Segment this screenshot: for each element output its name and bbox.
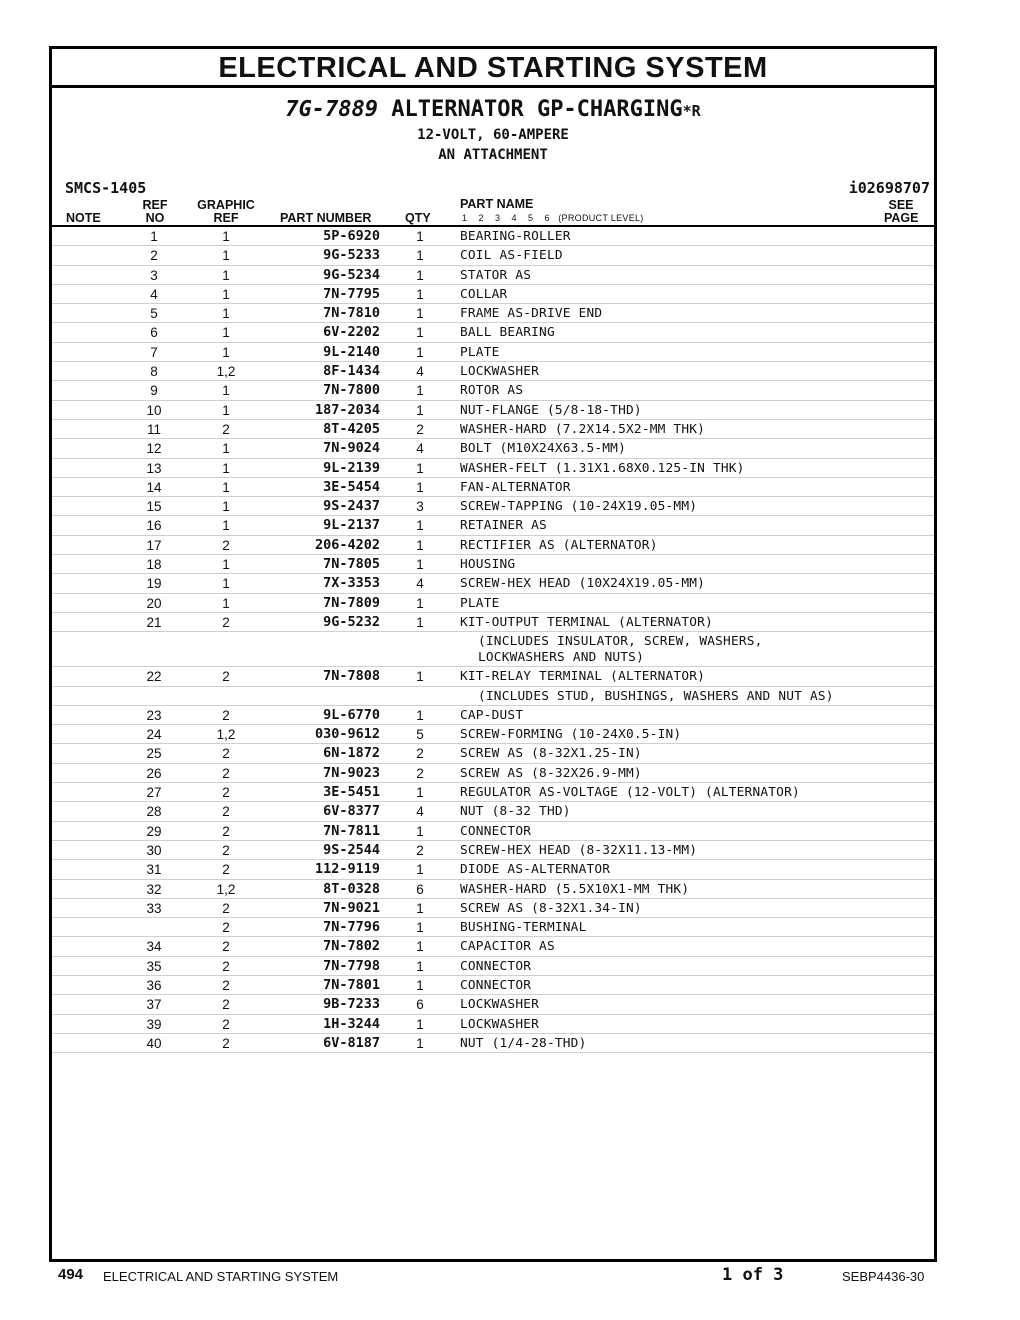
cell-part-number: 7N-7811 — [323, 822, 380, 839]
cell-ref-no: 29 — [146, 823, 162, 839]
cell-qty: 1 — [416, 900, 424, 916]
header-see-bottom: PAGE — [884, 211, 919, 225]
cell-graphic-ref: 1 — [222, 267, 230, 283]
cell-graphic-ref: 2 — [222, 537, 230, 553]
page-footer — [0, 1266, 1020, 1286]
cell-graphic-ref: 1 — [222, 325, 230, 341]
parts-table-body — [52, 227, 934, 1053]
table-row — [52, 613, 934, 632]
cell-part-number: 6V-8187 — [323, 1034, 380, 1051]
cell-part-name: SCREW AS (8-32X1.25-IN) — [460, 746, 642, 762]
cell-qty: 1 — [416, 306, 424, 322]
cell-ref-no: 26 — [146, 765, 162, 781]
cell-qty: 1 — [416, 920, 424, 936]
cell-part-name: BALL BEARING — [460, 325, 555, 341]
cell-part-number: 7N-7795 — [323, 285, 380, 302]
cell-graphic-ref: 2 — [222, 920, 230, 936]
cell-ref-no: 20 — [146, 595, 162, 611]
cell-part-number: 9B-7233 — [323, 996, 380, 1013]
header-graphic-top: GRAPHIC — [197, 198, 255, 212]
smcs-code: SMCS-1405 — [65, 179, 147, 197]
cell-part-number: 9L-6770 — [323, 706, 380, 723]
header-note: NOTE — [66, 211, 101, 225]
table-row — [52, 304, 934, 323]
cell-part-name: CAPACITOR AS — [460, 939, 555, 955]
cell-part-name: RECTIFIER AS (ALTERNATOR) — [460, 537, 658, 553]
cell-qty: 1 — [416, 383, 424, 399]
cell-graphic-ref: 1 — [222, 595, 230, 611]
cell-part-number: 7N-7810 — [323, 305, 380, 322]
cell-qty: 1 — [416, 267, 424, 283]
cell-ref-no: 1 — [150, 229, 158, 244]
cell-qty: 1 — [416, 248, 424, 264]
cell-part-name: KIT-OUTPUT TERMINAL (ALTERNATOR) — [460, 614, 713, 630]
cell-part-number: 187-2034 — [314, 401, 380, 418]
cell-ref-no: 27 — [146, 785, 162, 801]
part-subtitle-line: AN ATTACHMENT — [438, 147, 548, 163]
cell-ref-no: 35 — [146, 958, 162, 974]
cell-qty: 4 — [416, 441, 424, 457]
cell-ref-no: 3 — [150, 267, 158, 283]
cell-qty: 1 — [416, 479, 424, 495]
table-row — [52, 555, 934, 574]
cell-part-name: (INCLUDES STUD, BUSHINGS, WASHERS AND NUT AS) — [478, 688, 834, 704]
cell-part-number: 7X-3353 — [323, 575, 380, 592]
cell-qty: 1 — [416, 344, 424, 360]
cell-qty: 5 — [416, 727, 424, 743]
cell-part-number: 7N-7801 — [323, 976, 380, 993]
cell-ref-no: 28 — [146, 804, 162, 820]
part-title — [52, 96, 934, 125]
cell-part-name: LOCKWASHER — [460, 364, 540, 380]
part-group-title: ALTERNATOR GP-CHARGING — [391, 97, 683, 122]
cell-ref-no: 31 — [146, 862, 162, 878]
table-row — [52, 937, 934, 956]
table-row — [52, 667, 934, 686]
table-row — [52, 706, 934, 725]
cell-graphic-ref: 1 — [222, 229, 230, 244]
cell-ref-no: 9 — [150, 383, 158, 399]
cell-part-number: 9S-2544 — [323, 841, 380, 858]
header-part-name: PART NAME — [460, 197, 534, 211]
cell-graphic-ref: 2 — [222, 785, 230, 801]
cell-part-number: 3E-5451 — [323, 784, 380, 801]
cell-qty: 1 — [416, 707, 424, 723]
footer-section: ELECTRICAL AND STARTING SYSTEM — [103, 1269, 339, 1284]
cell-ref-no: 37 — [146, 997, 162, 1013]
cell-qty: 6 — [416, 997, 424, 1013]
cell-part-name: SCREW-HEX HEAD (10X24X19.05-MM) — [460, 576, 706, 592]
cell-qty: 4 — [416, 804, 424, 820]
cell-graphic-ref: 2 — [222, 707, 230, 723]
table-row — [52, 995, 934, 1014]
table-row — [52, 381, 934, 400]
cell-part-name: NUT (8-32 THD) — [460, 804, 571, 820]
table-row — [52, 1034, 934, 1053]
cell-qty: 1 — [416, 614, 424, 630]
cell-ref-no: 12 — [146, 441, 162, 457]
cell-part-name: BEARING-ROLLER — [460, 229, 571, 244]
table-row — [52, 227, 934, 246]
header-part-number: PART NUMBER — [280, 211, 372, 225]
cell-qty: 1 — [416, 325, 424, 341]
cell-ref-no: 22 — [146, 669, 162, 685]
cell-part-name: REGULATOR AS-VOLTAGE (12-VOLT) (ALTERNATOR) — [460, 785, 800, 801]
cell-graphic-ref: 1 — [222, 248, 230, 264]
table-row — [52, 764, 934, 783]
cell-graphic-ref: 1,2 — [216, 364, 236, 380]
cell-part-name: CAP-DUST — [460, 707, 524, 723]
cell-qty: 3 — [416, 499, 424, 515]
cell-part-name: ROTOR AS — [460, 383, 524, 399]
cell-part-number: 7N-7808 — [323, 668, 380, 685]
cell-part-number: 8T-4205 — [323, 420, 380, 437]
cell-ref-no: 33 — [146, 900, 162, 916]
cell-part-number: 1H-3244 — [323, 1015, 380, 1032]
cell-qty: 2 — [416, 765, 424, 781]
cell-part-name: COIL AS-FIELD — [460, 248, 563, 264]
cell-ref-no: 17 — [146, 537, 162, 553]
table-row — [52, 976, 934, 995]
cell-qty: 1 — [416, 785, 424, 801]
cell-part-name: NUT (1/4-28-THD) — [460, 1035, 587, 1051]
cell-part-number: 8T-0328 — [323, 880, 380, 897]
cell-part-number: 9G-5233 — [323, 247, 380, 264]
cell-part-name: BUSHING-TERMINAL — [460, 920, 587, 936]
cell-graphic-ref: 1 — [222, 479, 230, 495]
cell-part-number: 112-9119 — [314, 861, 380, 878]
table-row — [52, 266, 934, 285]
table-row — [52, 497, 934, 516]
cell-graphic-ref: 2 — [222, 421, 230, 437]
cell-part-name: KIT-RELAY TERMINAL (ALTERNATOR) — [460, 669, 706, 685]
cell-part-name: HOUSING — [460, 557, 516, 573]
cell-ref-no: 21 — [146, 614, 162, 630]
cell-ref-no: 19 — [146, 576, 162, 592]
cell-part-name: PLATE — [460, 595, 500, 611]
table-row — [52, 1015, 934, 1034]
table-row — [52, 285, 934, 304]
cell-part-name: SCREW-HEX HEAD (8-32X11.13-MM) — [460, 842, 698, 858]
cell-part-number: 9L-2139 — [323, 459, 380, 476]
cell-graphic-ref: 2 — [222, 669, 230, 685]
table-row — [52, 632, 934, 667]
table-row — [52, 536, 934, 555]
table-row — [52, 725, 934, 744]
table-row — [52, 594, 934, 613]
cell-part-name: SCREW AS (8-32X26.9-MM) — [460, 765, 642, 781]
cell-part-name: STATOR AS — [460, 267, 532, 283]
cell-qty: 2 — [416, 421, 424, 437]
cell-graphic-ref: 1,2 — [216, 881, 236, 897]
cell-part-name: LOCKWASHER — [460, 1016, 540, 1032]
cell-ref-no: 4 — [150, 286, 158, 302]
cell-part-number: 9L-2140 — [323, 343, 380, 360]
cell-graphic-ref: 2 — [222, 900, 230, 916]
cell-part-number: 7N-9021 — [323, 899, 380, 916]
cell-graphic-ref: 1 — [222, 576, 230, 592]
table-row — [52, 246, 934, 265]
cell-part-number: 6V-2202 — [323, 324, 380, 341]
cell-part-number: 6N-1872 — [323, 745, 380, 762]
illustration-reference: i02698707 — [848, 179, 930, 197]
cell-ref-no: 13 — [146, 460, 162, 476]
cell-part-name: SCREW AS (8-32X1.34-IN) — [460, 900, 642, 916]
cell-part-name: LOCKWASHER — [460, 997, 540, 1013]
table-row — [52, 574, 934, 593]
header-qty: QTY — [405, 211, 431, 225]
table-row — [52, 918, 934, 937]
cell-qty: 1 — [416, 460, 424, 476]
cell-part-number: 7N-9023 — [323, 764, 380, 781]
cell-graphic-ref: 2 — [222, 997, 230, 1013]
cell-qty: 4 — [416, 576, 424, 592]
cell-graphic-ref: 1 — [222, 557, 230, 573]
cell-graphic-ref: 1 — [222, 499, 230, 515]
cell-part-number: 9L-2137 — [323, 517, 380, 534]
cell-qty: 4 — [416, 364, 424, 380]
cell-qty: 1 — [416, 939, 424, 955]
reference-row — [52, 175, 934, 197]
cell-part-name: CONNECTOR — [460, 977, 532, 993]
cell-part-number: 030-9612 — [314, 726, 380, 743]
cell-qty: 1 — [416, 862, 424, 878]
cell-ref-no: 30 — [146, 842, 162, 858]
cell-ref-no: 8 — [150, 364, 158, 380]
cell-graphic-ref: 1 — [222, 383, 230, 399]
cell-part-name: BOLT (M10X24X63.5-MM) — [460, 441, 626, 457]
cell-ref-no: 34 — [146, 939, 162, 955]
cell-ref-no: 7 — [150, 344, 158, 360]
header-graphic-bottom: REF — [213, 211, 239, 225]
cell-part-number: 7N-7805 — [323, 556, 380, 573]
cell-part-number: 9G-5232 — [323, 613, 380, 630]
table-row — [52, 783, 934, 802]
cell-qty: 1 — [416, 518, 424, 534]
cell-part-name: CONNECTOR — [460, 823, 532, 839]
cell-graphic-ref: 1 — [222, 306, 230, 322]
cell-part-name: DIODE AS-ALTERNATOR — [460, 862, 611, 878]
cell-ref-no: 23 — [146, 707, 162, 723]
cell-graphic-ref: 1 — [222, 441, 230, 457]
cell-part-name: SCREW-FORMING (10-24X0.5-IN) — [460, 727, 682, 743]
cell-part-name: CONNECTOR — [460, 958, 532, 974]
cell-qty: 1 — [416, 1035, 424, 1051]
footer-page-number: 494 — [58, 1266, 84, 1283]
cell-part-name: NUT-FLANGE (5/8-18-THD) — [460, 402, 642, 418]
cell-part-name: WASHER-HARD (7.2X14.5X2-MM THK) — [460, 421, 706, 437]
cell-graphic-ref: 2 — [222, 842, 230, 858]
cell-part-number: 7N-7800 — [323, 382, 380, 399]
cell-ref-no: 25 — [146, 746, 162, 762]
cell-part-name: FRAME AS-DRIVE END — [460, 306, 603, 322]
cell-ref-no: 6 — [150, 325, 158, 341]
table-row — [52, 478, 934, 497]
cell-qty: 1 — [416, 595, 424, 611]
cell-graphic-ref: 2 — [222, 862, 230, 878]
cell-graphic-ref: 1 — [222, 344, 230, 360]
parts-page-frame — [49, 46, 937, 1262]
cell-part-number: 6V-8377 — [323, 803, 380, 820]
cell-graphic-ref: 2 — [222, 1035, 230, 1051]
cell-part-number: 9G-5234 — [323, 266, 380, 283]
cell-part-name: PLATE — [460, 344, 500, 360]
cell-qty: 1 — [416, 537, 424, 553]
cell-part-name: COLLAR — [460, 286, 508, 302]
table-row — [52, 516, 934, 535]
table-header — [52, 197, 934, 227]
part-subtitle-line: 12-VOLT, 60-AMPERE — [417, 127, 569, 143]
cell-ref-no: 2 — [150, 248, 158, 264]
cell-part-number: 9S-2437 — [323, 498, 380, 515]
cell-part-name: SCREW-TAPPING (10-24X19.05-MM) — [460, 499, 698, 515]
cell-qty: 1 — [416, 557, 424, 573]
cell-part-number: 7N-7809 — [323, 594, 380, 611]
cell-part-number: 8F-1434 — [323, 363, 380, 380]
header-ref-top: REF — [142, 198, 168, 212]
cell-graphic-ref: 2 — [222, 1016, 230, 1032]
cell-graphic-ref: 2 — [222, 746, 230, 762]
cell-part-name: FAN-ALTERNATOR — [460, 479, 571, 495]
part-group-number: 7G-7889 — [285, 97, 378, 122]
cell-graphic-ref: 2 — [222, 958, 230, 974]
cell-graphic-ref: 1,2 — [216, 727, 236, 743]
cell-qty: 1 — [416, 958, 424, 974]
cell-graphic-ref: 2 — [222, 977, 230, 993]
header-ref-bottom: NO — [145, 211, 165, 225]
cell-graphic-ref: 1 — [222, 518, 230, 534]
table-row — [52, 880, 934, 899]
cell-ref-no: 39 — [146, 1016, 162, 1032]
table-row — [52, 860, 934, 879]
table-row — [52, 401, 934, 420]
footer-page-of: 1 of 3 — [722, 1265, 784, 1285]
table-row — [52, 687, 934, 706]
cell-ref-no: 36 — [146, 977, 162, 993]
cell-graphic-ref: 2 — [222, 823, 230, 839]
table-row — [52, 744, 934, 763]
cell-part-number: 5P-6920 — [323, 228, 380, 244]
header-product-levels: 1 2 3 4 5 6 (PRODUCT LEVEL) — [462, 213, 644, 223]
cell-ref-no: 11 — [146, 421, 161, 437]
cell-graphic-ref: 1 — [222, 286, 230, 302]
cell-part-number: 7N-7796 — [323, 919, 380, 936]
cell-part-number: 3E-5454 — [323, 478, 380, 495]
cell-part-name: (INCLUDES INSULATOR, SCREW, WASHERS, LOCKWASHERS AND NUTS) — [478, 634, 763, 665]
cell-qty: 1 — [416, 402, 424, 418]
footer-document-id: SEBP4436-30 — [842, 1269, 925, 1284]
cell-qty: 2 — [416, 842, 424, 858]
cell-ref-no: 15 — [146, 499, 162, 515]
part-group-suffix: *R — [682, 102, 701, 120]
cell-qty: 1 — [416, 977, 424, 993]
table-row — [52, 439, 934, 458]
section-title: ELECTRICAL AND STARTING SYSTEM — [52, 49, 934, 88]
cell-part-number: 7N-7802 — [323, 938, 380, 955]
table-row — [52, 459, 934, 478]
cell-qty: 1 — [416, 669, 424, 685]
cell-qty: 1 — [416, 823, 424, 839]
cell-qty: 1 — [416, 286, 424, 302]
table-row — [52, 323, 934, 342]
cell-graphic-ref: 2 — [222, 614, 230, 630]
cell-part-name: RETAINER AS — [460, 518, 547, 534]
table-row — [52, 343, 934, 362]
cell-ref-no: 14 — [146, 479, 162, 495]
cell-graphic-ref: 1 — [222, 460, 230, 476]
cell-ref-no: 32 — [146, 881, 162, 897]
cell-ref-no: 18 — [146, 557, 162, 573]
cell-ref-no: 16 — [146, 518, 162, 534]
cell-ref-no: 40 — [146, 1035, 162, 1051]
cell-part-name: WASHER-FELT (1.31X1.68X0.125-IN THK) — [460, 460, 745, 476]
table-row — [52, 957, 934, 976]
cell-ref-no: 10 — [146, 402, 162, 418]
table-row — [52, 841, 934, 860]
cell-graphic-ref: 2 — [222, 804, 230, 820]
header-see-top: SEE — [888, 198, 914, 212]
table-row — [52, 822, 934, 841]
cell-graphic-ref: 2 — [222, 939, 230, 955]
cell-graphic-ref: 1 — [222, 402, 230, 418]
cell-part-number: 7N-9024 — [323, 440, 380, 457]
table-row — [52, 802, 934, 821]
cell-ref-no: 5 — [150, 306, 158, 322]
cell-graphic-ref: 2 — [222, 765, 230, 781]
cell-ref-no: 24 — [146, 727, 162, 743]
table-row — [52, 362, 934, 381]
cell-qty: 1 — [416, 229, 424, 244]
cell-qty: 1 — [416, 1016, 424, 1032]
cell-part-number: 206-4202 — [314, 536, 380, 553]
cell-qty: 6 — [416, 881, 424, 897]
cell-part-name: WASHER-HARD (5.5X10X1-MM THK) — [460, 881, 690, 897]
table-row — [52, 420, 934, 439]
table-row — [52, 899, 934, 918]
cell-part-number: 7N-7798 — [323, 957, 380, 974]
cell-qty: 2 — [416, 746, 424, 762]
